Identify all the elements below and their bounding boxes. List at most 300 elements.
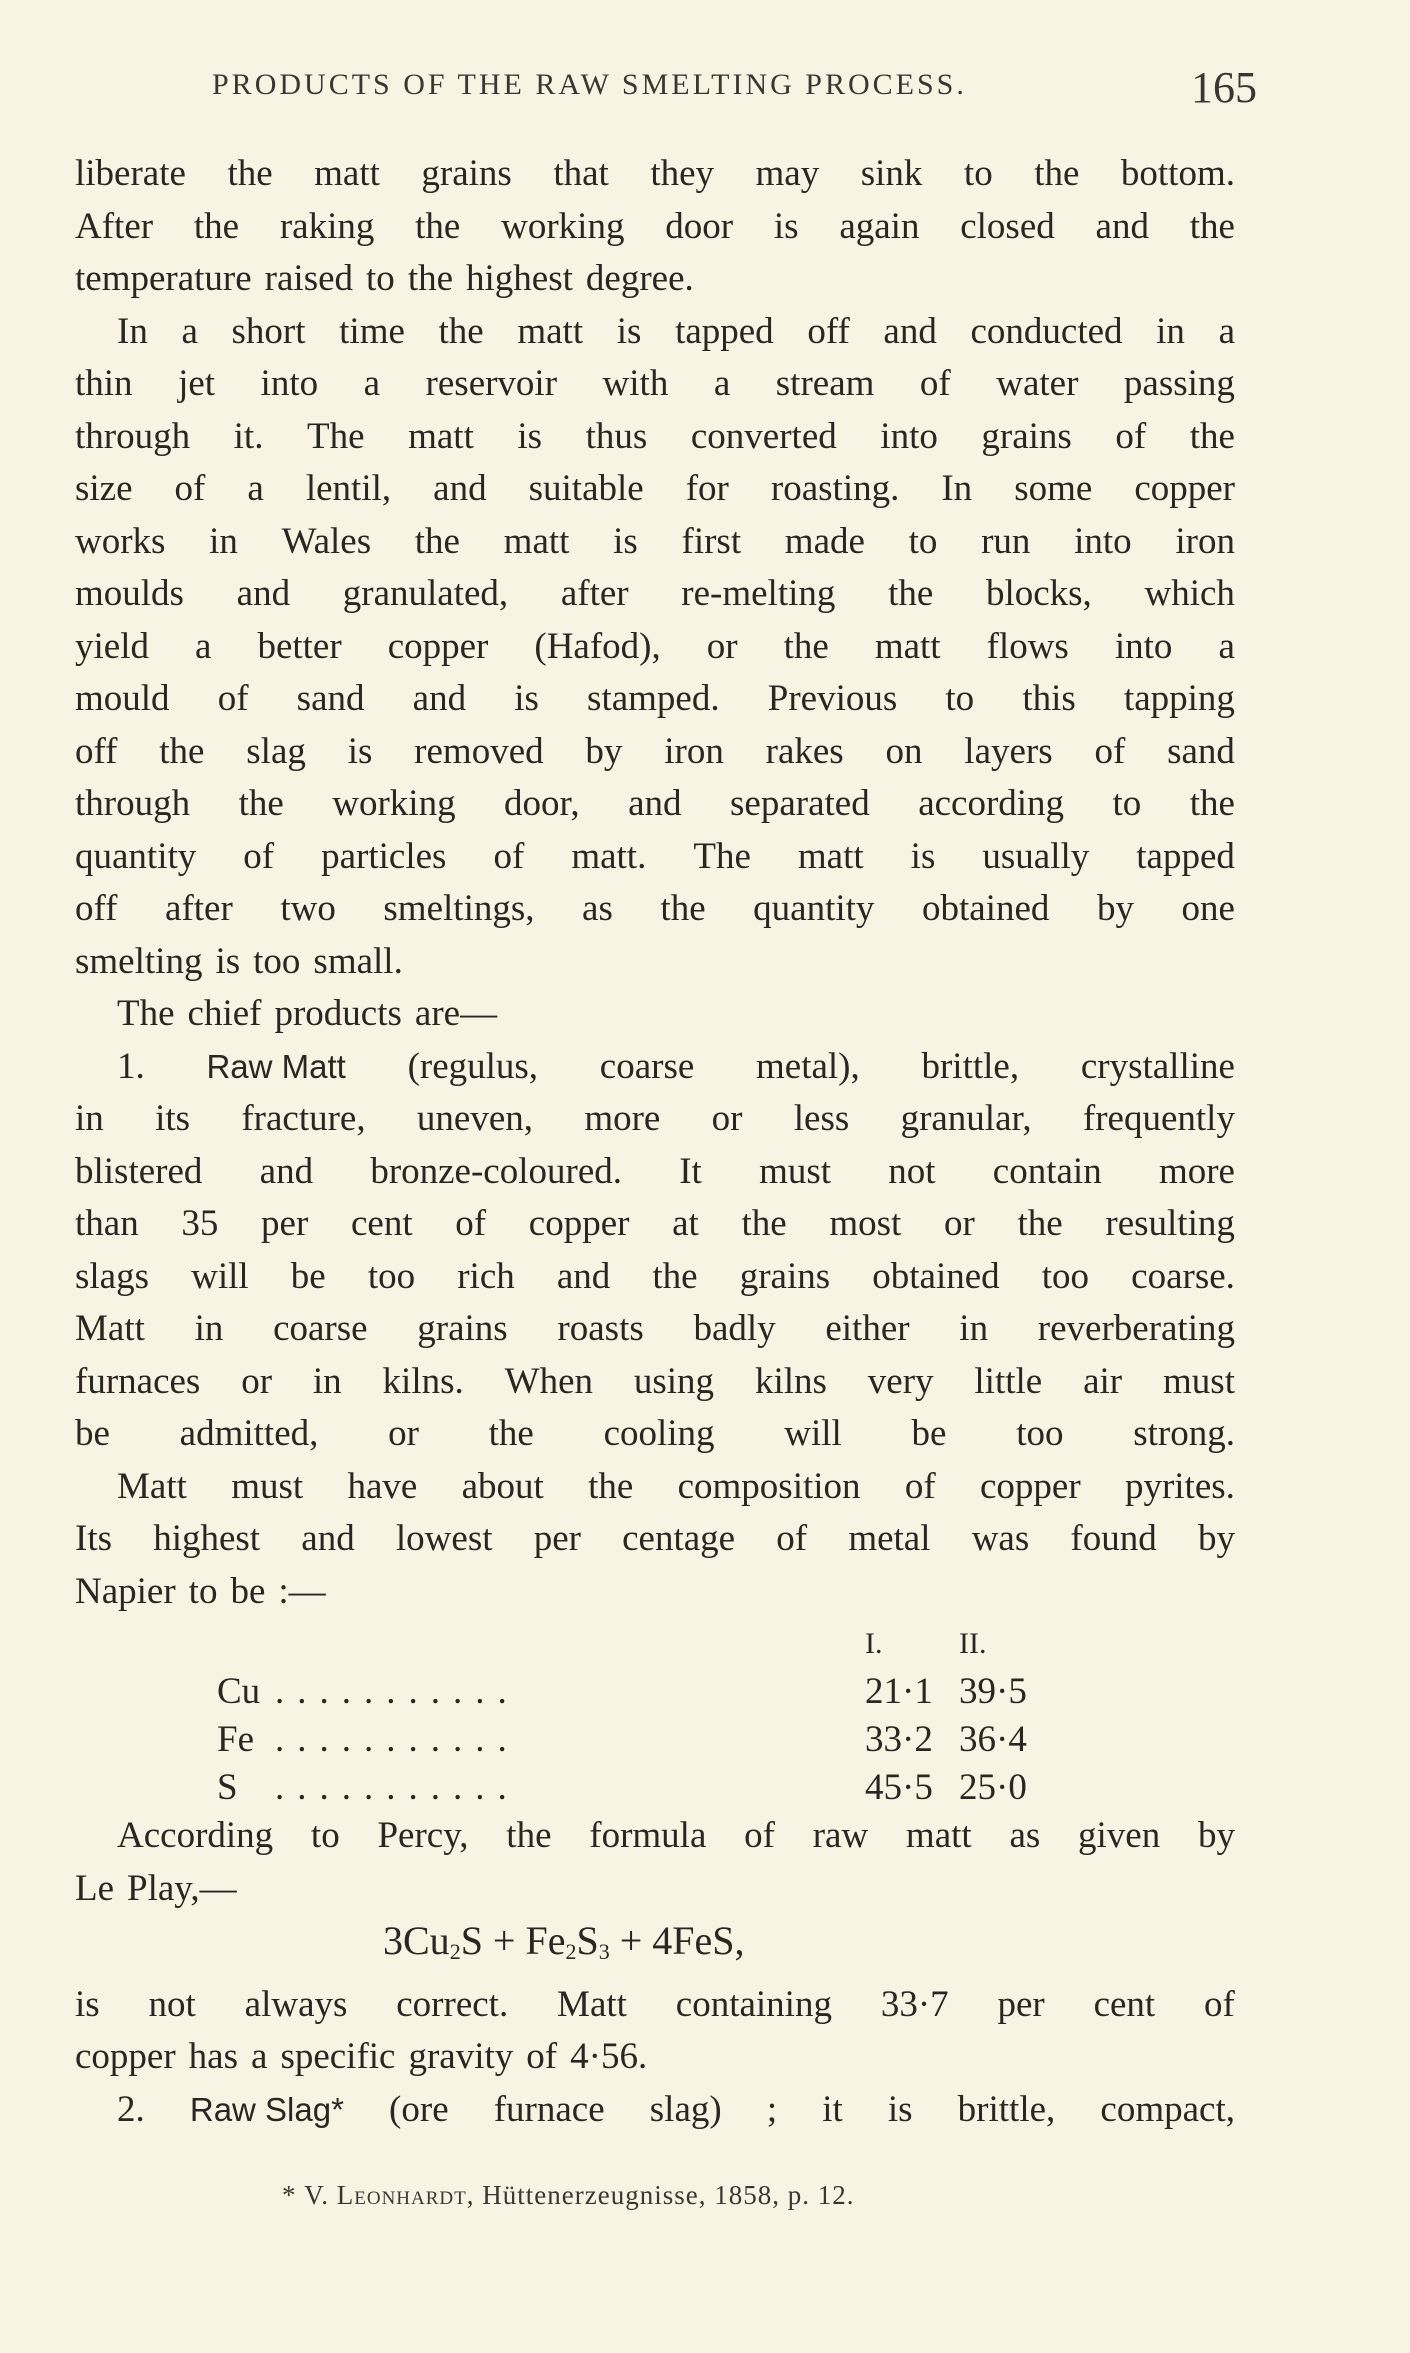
word: have: [347, 1465, 418, 1507]
word: working: [501, 205, 625, 247]
formula-subscript: 2: [565, 1939, 577, 1964]
word: cent: [1093, 1983, 1156, 2025]
table-row: [75, 1762, 1235, 1810]
word: the: [1189, 783, 1235, 824]
word: time: [339, 310, 405, 352]
word: passing: [1123, 363, 1235, 404]
word: has: [188, 2036, 238, 2077]
word: raking: [279, 205, 375, 247]
chemical-formula: [75, 1915, 1235, 1979]
word: or: [711, 1098, 743, 1139]
text-line: [75, 253, 1235, 306]
word: tapping: [1123, 678, 1235, 719]
word: 33·7: [880, 1983, 949, 2025]
word: matt: [314, 153, 380, 194]
word: sand: [296, 678, 365, 719]
word: When: [504, 1360, 593, 1402]
word: Raw Matt: [206, 1047, 346, 1085]
leader-dots: ...........: [275, 1671, 520, 1712]
word: very: [867, 1360, 934, 1402]
word: of: [1204, 1983, 1235, 2025]
text-line: [75, 988, 1235, 1041]
word: moulds: [75, 573, 184, 614]
text-line: [75, 2031, 1235, 2084]
word: little: [974, 1360, 1043, 1402]
leader-dots: ...........: [275, 1719, 520, 1760]
word: copper: [387, 625, 489, 667]
word: slag): [649, 2088, 722, 2130]
word: to: [908, 520, 938, 562]
table-cell: 21·1: [865, 1671, 933, 1712]
word: coarse: [273, 1308, 368, 1349]
word: a: [195, 625, 212, 667]
text-line: [75, 778, 1235, 831]
word: be: [290, 1255, 326, 1297]
text-line: [75, 1093, 1235, 1146]
word: either: [825, 1308, 910, 1349]
text-line: [75, 1513, 1235, 1566]
word: grains: [739, 1255, 831, 1297]
word: lentil,: [305, 468, 392, 509]
table-cell: Cu: [217, 1671, 261, 1712]
footnote-author: V. Leonhardt,: [304, 2180, 475, 2210]
word: 1.: [117, 1045, 145, 1087]
table-row: [75, 1666, 1235, 1714]
word: door: [665, 205, 734, 247]
word: they: [650, 153, 715, 194]
word: Its: [75, 1518, 112, 1559]
word: granulated,: [342, 573, 509, 614]
word: and: [301, 1518, 355, 1559]
word: and: [628, 783, 682, 824]
word: and: [556, 1255, 611, 1297]
word: about: [461, 1465, 544, 1507]
word: 4·56.: [570, 2036, 648, 2077]
formula-subscript: 2: [449, 1939, 461, 1964]
word: raw: [812, 1815, 869, 1856]
word: more: [1158, 1150, 1235, 1192]
word: the: [783, 625, 829, 667]
word: After: [75, 205, 154, 247]
word: after: [560, 573, 629, 614]
word: converted: [690, 415, 837, 457]
word: the: [238, 783, 284, 824]
page-number: 165: [1191, 63, 1257, 112]
word: metal: [848, 1518, 931, 1559]
word: the: [506, 1815, 552, 1856]
word: the: [159, 730, 205, 772]
word: per: [261, 1203, 309, 1244]
word: too: [253, 940, 301, 982]
word: works: [75, 520, 166, 562]
word: matt: [517, 310, 584, 352]
word: of: [217, 678, 249, 719]
running-title: PRODUCTS OF THE RAW SMELTING PROCESS.: [212, 68, 967, 101]
word: Wales: [281, 520, 372, 562]
word: Le: [75, 1867, 115, 1909]
word: be: [911, 1413, 947, 1454]
word: off: [75, 730, 118, 772]
word: roasting.: [770, 468, 900, 509]
word: cooling: [603, 1413, 715, 1454]
text-line: [75, 1356, 1235, 1409]
word: roasts: [557, 1308, 644, 1349]
word: stream: [775, 363, 875, 404]
word: crystalline: [1080, 1045, 1235, 1087]
word: must: [1163, 1360, 1235, 1402]
word: iron: [1175, 520, 1235, 562]
word: grains: [421, 153, 512, 194]
word: furnaces: [75, 1360, 201, 1402]
word: not: [888, 1150, 936, 1192]
word: separated: [730, 783, 870, 824]
word: a: [247, 468, 264, 509]
word: the: [407, 258, 454, 299]
word: its: [155, 1098, 191, 1139]
word: stamped.: [587, 678, 720, 719]
word: the: [1189, 415, 1235, 457]
word: thus: [585, 415, 648, 457]
text-line: [75, 883, 1235, 936]
word: matt: [503, 520, 570, 562]
leader-dots: ...........: [275, 1767, 520, 1808]
word: or: [241, 1360, 273, 1402]
word: of: [904, 1465, 936, 1507]
word: rich: [457, 1255, 515, 1297]
word: quantity: [753, 888, 875, 929]
text-line: [75, 936, 1235, 989]
word: by: [1096, 888, 1134, 929]
word: correct.: [396, 1983, 509, 2025]
word: that: [553, 153, 609, 194]
word: The: [693, 835, 751, 877]
word: is: [773, 205, 799, 247]
word: is: [347, 730, 373, 772]
table-cell: 33·2: [865, 1719, 933, 1760]
word: (Hafod),: [534, 625, 661, 667]
word: highest: [153, 1518, 261, 1559]
word: the: [660, 888, 706, 929]
word: using: [633, 1360, 715, 1402]
word: of: [174, 468, 206, 509]
text-line: [75, 1863, 1235, 1916]
text-line: [75, 1566, 1235, 1619]
word: with: [602, 363, 669, 404]
word: bottom.: [1120, 153, 1235, 194]
word: Matt: [117, 1465, 187, 1507]
word: which: [1144, 573, 1235, 614]
word: into: [880, 415, 938, 457]
word: or: [388, 1413, 419, 1454]
word: conducted: [970, 310, 1123, 352]
word: 2.: [117, 2088, 145, 2130]
word: ;: [766, 2088, 778, 2130]
word: tapped: [1136, 835, 1235, 877]
word: furnace: [493, 2088, 605, 2130]
word: through: [75, 415, 191, 457]
word: the: [414, 520, 460, 562]
word: to: [366, 258, 395, 299]
word: is: [517, 415, 543, 457]
word: flows: [986, 625, 1069, 667]
word: Matt: [557, 1983, 627, 2025]
word: always: [244, 1983, 348, 2025]
word: this: [1022, 678, 1076, 719]
word: some: [1014, 468, 1093, 509]
word: the: [438, 310, 484, 352]
table-header: [75, 1618, 1235, 1666]
word: of: [919, 363, 951, 404]
word: by: [1197, 1518, 1235, 1559]
word: to: [945, 678, 975, 719]
word: of: [455, 1203, 487, 1244]
table-cell: Fe: [217, 1719, 254, 1760]
word: lowest: [395, 1518, 493, 1559]
word: is: [75, 1983, 100, 2025]
word: again: [839, 205, 920, 247]
word: first: [681, 520, 742, 562]
word: kilns: [754, 1360, 827, 1402]
word: Play,—: [127, 1867, 237, 1909]
word: will: [191, 1255, 249, 1297]
word: the: [588, 1465, 634, 1507]
text-line: [75, 673, 1235, 726]
word: according: [918, 783, 1065, 824]
word: mould: [75, 678, 170, 719]
word: closed: [960, 205, 1055, 247]
word: layers: [964, 730, 1053, 772]
word: the: [227, 153, 273, 194]
word: was: [971, 1518, 1030, 1559]
word: :—: [278, 1570, 326, 1612]
word: or: [944, 1203, 975, 1244]
word: badly: [693, 1308, 776, 1349]
word: must: [759, 1150, 832, 1192]
formula-part: 3Cu: [383, 1918, 450, 1963]
word: According: [117, 1815, 274, 1856]
word: the: [1034, 153, 1080, 194]
word: a: [181, 310, 198, 352]
word: The: [117, 993, 175, 1034]
word: compact,: [1100, 2088, 1235, 2130]
word: made: [784, 520, 865, 562]
word: at: [672, 1203, 699, 1244]
word: containing: [675, 1983, 832, 2025]
text-line: [75, 201, 1235, 254]
word: brittle,: [957, 2088, 1056, 2130]
word: be: [75, 1413, 110, 1454]
word: may: [755, 153, 820, 194]
word: matt: [408, 415, 474, 457]
word: smelting: [75, 940, 203, 982]
text-line: [75, 1979, 1235, 2032]
word: strong.: [1133, 1413, 1235, 1454]
word: matt: [874, 625, 941, 667]
word: is: [887, 2088, 913, 2130]
word: kilns.: [382, 1360, 464, 1402]
formula-part: S: [576, 1918, 599, 1963]
word: as: [582, 888, 613, 929]
text-line: [75, 1810, 1235, 1863]
word: slags: [75, 1255, 149, 1297]
word: iron: [664, 730, 724, 772]
word: sink: [860, 153, 923, 194]
word: yield: [75, 625, 149, 667]
word: into: [1114, 625, 1173, 667]
word: to: [188, 1570, 218, 1612]
word: pyrites.: [1124, 1465, 1235, 1507]
word: into: [1074, 520, 1132, 562]
word: grains: [417, 1308, 508, 1349]
word: short: [231, 310, 306, 352]
word: is: [910, 835, 936, 877]
word: found: [1070, 1518, 1157, 1559]
word: removed: [414, 730, 544, 772]
word: are—: [414, 993, 498, 1034]
text-line: [75, 148, 1235, 201]
word: not: [148, 1983, 196, 2025]
word: is: [613, 520, 638, 562]
table-cell: 45·5: [865, 1767, 933, 1808]
word: liberate: [75, 153, 186, 194]
word: of: [744, 1815, 775, 1856]
text-line: [75, 1198, 1235, 1251]
word: reverberating: [1037, 1308, 1235, 1349]
word: and: [259, 1150, 314, 1192]
word: and: [412, 678, 467, 719]
word: tapped: [675, 310, 774, 352]
word: the: [1017, 1203, 1063, 1244]
word: chief: [187, 993, 262, 1034]
word: better: [257, 625, 342, 667]
word: small.: [313, 940, 403, 982]
word: of: [1115, 415, 1147, 457]
word: degree.: [585, 258, 694, 299]
text-line: [75, 463, 1235, 516]
column-heading: I.: [865, 1627, 883, 1660]
word: a: [1218, 310, 1235, 352]
word: in: [75, 1098, 104, 1139]
word: specific: [280, 2036, 396, 2077]
word: 35: [181, 1203, 219, 1244]
word: the: [193, 205, 240, 247]
word: per: [997, 1983, 1045, 2025]
word: contain: [992, 1150, 1102, 1192]
word: run: [981, 520, 1031, 562]
word: of: [776, 1518, 808, 1559]
word: Percy,: [377, 1815, 469, 1856]
word: gravity: [408, 2036, 514, 2077]
word: copper: [75, 2036, 176, 2077]
word: thin: [75, 363, 133, 404]
word: than: [75, 1203, 139, 1244]
text-line: [75, 831, 1235, 884]
word: obtained: [872, 1255, 1000, 1297]
word: copper: [1134, 468, 1235, 509]
word: as: [1009, 1815, 1041, 1856]
word: the: [1189, 205, 1235, 247]
word: reservoir: [425, 363, 558, 404]
footnote-marker: *: [282, 2180, 297, 2210]
word: uneven,: [416, 1098, 534, 1139]
word: to: [963, 153, 993, 194]
footnote: [282, 2180, 854, 2211]
word: suitable: [528, 468, 644, 509]
word: in: [959, 1308, 989, 1349]
word: more: [584, 1098, 661, 1139]
word: jet: [178, 363, 216, 404]
word: of: [493, 835, 525, 877]
word: or: [706, 625, 738, 667]
text-line: [75, 621, 1235, 674]
text-line: [75, 726, 1235, 779]
word: after: [165, 888, 233, 929]
word: In: [117, 310, 148, 352]
word: given: [1078, 1815, 1161, 1856]
word: metal),: [756, 1045, 860, 1087]
word: water: [996, 363, 1079, 404]
word: through: [75, 783, 191, 824]
word: the: [415, 205, 461, 247]
word: products: [274, 993, 402, 1034]
text-line: [75, 1146, 1235, 1199]
word: must: [231, 1465, 304, 1507]
text-line: [75, 1251, 1235, 1304]
word: re-melting: [681, 573, 836, 614]
word: sand: [1167, 730, 1235, 772]
word: will: [784, 1413, 842, 1454]
word: admitted,: [179, 1413, 319, 1454]
word: Matt: [75, 1308, 145, 1349]
word: raised: [264, 258, 354, 299]
word: off: [807, 310, 850, 352]
word: coarse.: [1131, 1255, 1235, 1297]
word: one: [1181, 888, 1235, 929]
word: and: [1095, 205, 1149, 247]
formula-part: + 4FeS,: [609, 1918, 745, 1963]
page-header: [212, 63, 1257, 112]
word: smeltings,: [383, 888, 535, 929]
column-heading: II.: [959, 1627, 987, 1660]
word: grains: [981, 415, 1072, 457]
word: is: [616, 310, 642, 352]
text-line: [75, 2084, 1235, 2137]
body-text: [75, 148, 1235, 2136]
word: particles: [321, 835, 447, 877]
word: the: [888, 573, 934, 614]
word: and: [883, 310, 937, 352]
word: it: [822, 2088, 843, 2130]
word: off: [75, 888, 118, 929]
word: copper: [979, 1465, 1081, 1507]
word: The: [307, 415, 365, 457]
word: highest: [466, 258, 573, 299]
text-line: [75, 306, 1235, 359]
text-line: [75, 1303, 1235, 1356]
word: to: [310, 1815, 340, 1856]
word: usually: [982, 835, 1090, 877]
word: too: [367, 1255, 416, 1297]
word: bronze-coloured.: [370, 1150, 622, 1192]
table-cell: 36·4: [959, 1719, 1027, 1760]
word: the: [741, 1203, 787, 1244]
word: in: [194, 1308, 224, 1349]
word: the: [488, 1413, 534, 1454]
word: formula: [589, 1815, 707, 1856]
word: fracture,: [241, 1098, 366, 1139]
word: quantity: [75, 835, 197, 877]
table-cell: S: [217, 1767, 238, 1808]
